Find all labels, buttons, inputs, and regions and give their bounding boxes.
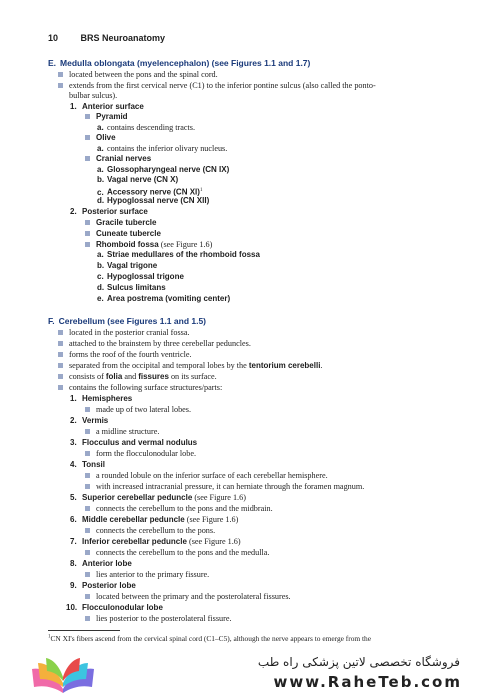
lettered-item: e. Area postrema (vomiting center): [97, 294, 231, 303]
list-item: form the flocculonodular lobe.: [85, 449, 196, 459]
bullet-icon: [85, 231, 90, 236]
lettered-item: c. Accessory nerve (CN XI)$^1$: [97, 187, 203, 197]
numbered-item: 8. Anterior lobe: [70, 559, 132, 568]
bullet-icon: [85, 572, 90, 577]
bullet-icon: [85, 242, 90, 247]
list-item: lies posterior to the posterolateral fissure.: [85, 614, 232, 624]
list-item-continuation: bulbar sulcus).: [69, 91, 118, 100]
bullet-icon: [85, 594, 90, 599]
list-item: extends from the first cervical nerve (C1) to the inferior pontine sulcus (also called the ponto-: [58, 81, 376, 91]
numbered-item: 1. Hemispheres: [70, 394, 133, 403]
lettered-item: c. Hypoglossal trigone: [97, 272, 184, 281]
list-item: forms the roof of the fourth ventricle.: [58, 350, 192, 360]
list-item: Pyramid: [85, 112, 128, 122]
numbered-item: 3. Flocculus and vermal nodulus: [70, 438, 198, 447]
running-header: [48, 33, 165, 43]
list-item: located between the primary and the posterolateral fissures.: [85, 592, 291, 602]
numbered-item: 4. Tonsil: [70, 460, 105, 469]
bullet-icon: [58, 83, 63, 88]
list-item: consists of folia and fissures on its surface.: [58, 372, 217, 382]
list-item: connects the cerebellum to the pons.: [85, 526, 215, 536]
list-item: lies anterior to the primary fissure.: [85, 570, 209, 580]
bullet-icon: [85, 484, 90, 489]
list-item: attached to the brainstem by three cerebellar peduncles.: [58, 339, 251, 349]
lettered-item: b. Vagal trigone: [97, 261, 158, 270]
numbered-item: 2. Vermis: [70, 416, 109, 425]
store-url: www.RaheTeb.com: [273, 673, 462, 691]
list-item: with increased intracranial pressure, it can herniate through the foramen magnum.: [85, 482, 364, 492]
book-logo-icon: [28, 653, 98, 695]
bullet-icon: [58, 341, 63, 346]
list-item: connects the cerebellum to the pons and the midbrain.: [85, 504, 273, 514]
bullet-icon: [58, 374, 63, 379]
bullet-icon: [58, 330, 63, 335]
section-letter: F.: [48, 316, 55, 326]
list-item: Cuneate tubercle: [85, 229, 161, 239]
footnote: $^1$CN XI's fibers ascend from the cervical spinal cord (C1–C5), although the nerve appears to emerge from the: [48, 634, 372, 643]
section-letter: E.: [48, 58, 57, 68]
list-item: separated from the occipital and temporal lobes by the tentorium cerebelli.: [58, 361, 322, 371]
numbered-item: 10. Flocculonodular lobe: [66, 603, 163, 612]
book-title: BRS Neuroanatomy: [80, 33, 166, 43]
list-item: located in the posterior cranial fossa.: [58, 328, 190, 338]
lettered-item: d. Sulcus limitans: [97, 283, 166, 292]
page-number: 10: [48, 33, 59, 43]
section-f-heading: [48, 316, 206, 326]
list-item: contains the following surface structures/parts:: [58, 383, 222, 393]
list-item: a midline structure.: [85, 427, 159, 437]
bullet-icon: [58, 363, 63, 368]
bullet-icon: [58, 352, 63, 357]
lettered-item: d. Hypoglossal nerve (CN XII): [97, 196, 210, 205]
list-item: a rounded lobule on the inferior surface of each cerebellar hemisphere.: [85, 471, 328, 481]
section-e-heading: [48, 58, 310, 68]
bullet-icon: [58, 72, 63, 77]
bullet-icon: [85, 156, 90, 161]
list-item: connects the cerebellum to the pons and the medulla.: [85, 548, 269, 558]
lettered-item: b. Vagal nerve (CN X): [97, 175, 179, 184]
numbered-item: 6. Middle cerebellar peduncle (see Figure 1.6): [70, 515, 239, 524]
bullet-icon: [85, 429, 90, 434]
numbered-item: 5. Superior cerebellar peduncle (see Figure 1.6): [70, 493, 246, 502]
bullet-icon: [85, 220, 90, 225]
lettered-item: a. Glossopharyngeal nerve (CN IX): [97, 165, 230, 174]
lettered-item: a. contains descending tracts.: [97, 123, 195, 132]
list-item: Cranial nerves: [85, 154, 151, 164]
bullet-icon: [58, 385, 63, 390]
store-banner: [0, 645, 500, 700]
section-title: Cerebellum (see Figures 1.1 and 1.5): [58, 316, 207, 326]
lettered-item: a. contains the inferior olivary nucleus.: [97, 144, 228, 153]
list-item: Gracile tubercle: [85, 218, 156, 228]
numbered-item: 1. Anterior surface: [70, 102, 144, 111]
bullet-icon: [85, 550, 90, 555]
bullet-icon: [85, 506, 90, 511]
lettered-item: a. Striae medullares of the rhomboid fossa: [97, 250, 260, 259]
bullet-icon: [85, 528, 90, 533]
bullet-icon: [85, 135, 90, 140]
list-item: Olive: [85, 133, 116, 143]
list-item: made up of two lateral lobes.: [85, 405, 191, 415]
footnote-rule: [48, 630, 120, 631]
store-name: فروشگاه تخصصی لاتین پزشکی راه طب: [257, 655, 460, 669]
footnote-marker: 1: [199, 188, 203, 193]
bullet-icon: [85, 473, 90, 478]
numbered-item: 7. Inferior cerebellar peduncle (see Figure 1.6): [70, 537, 241, 546]
section-title: Medulla oblongata (myelencephalon) (see Figures 1.1 and 1.7): [60, 58, 311, 68]
bullet-icon: [85, 616, 90, 621]
bullet-icon: [85, 407, 90, 412]
bullet-icon: [85, 114, 90, 119]
list-item: Rhomboid fossa (see Figure 1.6): [85, 240, 212, 250]
bullet-icon: [85, 451, 90, 456]
list-item: located between the pons and the spinal cord.: [58, 70, 218, 80]
numbered-item: 9. Posterior lobe: [70, 581, 136, 590]
numbered-item: 2. Posterior surface: [70, 207, 148, 216]
